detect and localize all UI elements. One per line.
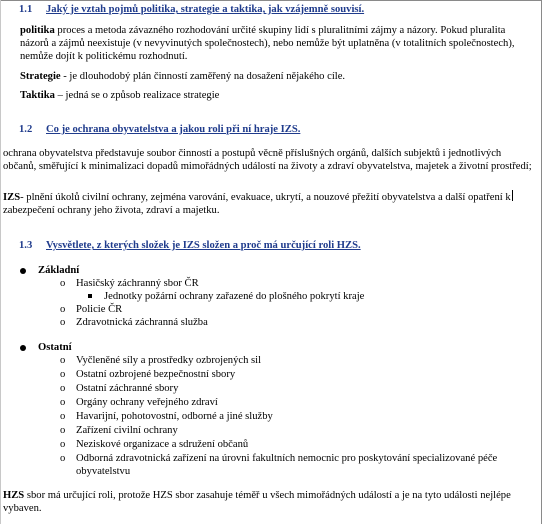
list-item-text: Neziskové organizace a sdružení občanů <box>76 439 249 450</box>
list-subitem-text: Jednotky požární ochrany zařazené do plošného pokrytí kraje <box>104 291 365 302</box>
strategie-term: Strategie <box>20 71 61 82</box>
list-label: Základní <box>38 265 80 276</box>
bullet-circle: o <box>60 304 66 315</box>
hzs-text: sbor má určující roli, protože HZS sbor zasahuje téměř u všech mimořádných událostí a je na tyto události nejlépe vybaven. <box>3 490 511 514</box>
politika-term: politika <box>20 25 55 36</box>
heading-number: 1.3 <box>19 240 33 251</box>
heading-1-2 <box>19 123 300 136</box>
list-item-text: Ostatní záchranné sbory <box>76 383 179 394</box>
list-item-text: Policie ČR <box>76 304 123 315</box>
bullet-square <box>88 294 92 298</box>
strategie-paragraph <box>20 70 530 83</box>
heading-number: 1.2 <box>19 124 33 135</box>
bullet-circle: o <box>60 317 66 328</box>
page-border-top <box>0 0 541 1</box>
list-item-text: Ostatní ozbrojené bezpečnostní sbory <box>76 369 236 380</box>
bullet-dot <box>20 345 26 351</box>
bullet-dot <box>20 268 26 274</box>
taktika-term: Taktika <box>20 90 55 101</box>
heading-number: 1.1 <box>19 4 33 15</box>
bullet-circle: o <box>60 411 66 422</box>
taktika-text: – jedná se o způsob realizace strategie <box>54 90 220 101</box>
list-item-text: Havarijní, pohotovostní, odborné a jiné služby <box>76 411 273 422</box>
heading-title: Jaký je vztah pojmů politika, strategie a taktika, jak vzájemně souvisí. <box>46 4 365 15</box>
izs-term: IZS <box>3 192 21 203</box>
ochrana-paragraph: ochrana obyvatelstva představuje soubor činností a postupů věcně příslušných orgánů, dalších subjektů i jednotlivých občanů, směřující k minimalizaci dopadů mimořádných událostí na životy a zdraví obyvatelstva, majetek a životní prostředí; <box>3 148 532 172</box>
bullet-circle: o <box>60 369 66 380</box>
bullet-circle: o <box>60 355 66 366</box>
izs-text-b: zabezpečení ochrany jeho života, zdraví a majetku. <box>3 205 220 216</box>
list-item-text: Orgány ochrany veřejného zdraví <box>76 397 218 408</box>
strategie-text: - je dlouhodobý plán činností zaměřený na dosažení nějakého cíle. <box>60 71 346 82</box>
heading-1-1 <box>19 3 364 16</box>
heading-title: Co je ochrana obyvatelstva a jakou roli při ní hraje IZS. <box>46 124 301 135</box>
izs-paragraph <box>3 190 533 217</box>
politika-text: proces a metoda závazného rozhodování určité skupiny lidí s pluralitními zájmy a názory. Pokud pluralita názorů a zájmů neexistuje (v nevyvinutých společnostech), nebo nemůže být uplatněna (v totalitních společnostech), nemůže dojít k politickému rozhodnutí. <box>20 25 515 62</box>
text-cursor <box>512 190 513 201</box>
bullet-circle: o <box>60 439 66 450</box>
hzs-paragraph <box>3 489 533 515</box>
list-item-text: Hasičský záchranný sbor ČR <box>76 278 199 289</box>
izs-text-a: - plnění úkolů civilní ochrany, zejména varování, evakuace, ukrytí, a nouzové přežití obyvatelstva a další opatření k <box>20 192 511 203</box>
bullet-circle: o <box>60 278 66 289</box>
taktika-paragraph <box>20 89 530 102</box>
list-label: Ostatní <box>38 342 72 353</box>
politika-paragraph <box>20 24 530 63</box>
list-item-text: Zdravotnická záchranná služba <box>76 317 208 328</box>
bullet-circle: o <box>60 383 66 394</box>
list-item-text: Odborná zdravotnická zařízení na úrovni fakultních nemocnic pro poskytování specializované péče obyvatelstvu <box>76 453 498 477</box>
bullet-circle: o <box>60 425 66 436</box>
list-item-text: Zařízení civilní ochrany <box>76 425 178 436</box>
heading-1-3 <box>19 239 361 252</box>
hzs-term: HZS <box>3 490 25 501</box>
heading-title: Vysvětlete, z kterých složek je IZS složen a proč má určující roli HZS. <box>46 240 361 251</box>
page-border-right <box>541 0 542 524</box>
bullet-circle: o <box>60 397 66 408</box>
page-border-left <box>0 0 1 524</box>
list-item-text: Vyčleněné síly a prostředky ozbrojených sil <box>76 355 262 366</box>
bullet-circle: o <box>60 453 66 464</box>
